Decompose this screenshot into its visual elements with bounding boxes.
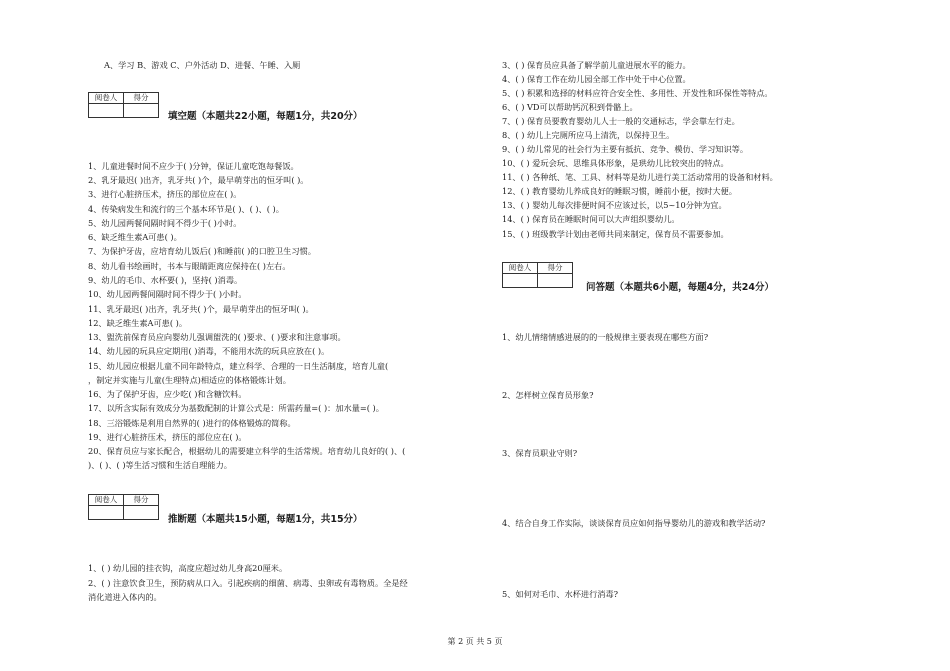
score-cell: [538, 274, 573, 288]
judge-item-3: 3、( ) 保育员应具备了解学前儿童进展水平的能力。: [502, 60, 691, 70]
fill-item-14: 14、幼儿园的玩具应定期用( )消毒，不能用水洗的玩具应放在( )。: [88, 346, 330, 356]
fill-item-18: 18、三浴锻炼是利用自然界的( )进行的体格锻炼的简称。: [88, 418, 296, 428]
qa-item-2: 2、怎样树立保育员形象?: [502, 390, 594, 400]
fill-item-19: 19、进行心脏挤压术，挤压的部位应在( )。: [88, 432, 247, 442]
score-box: [502, 262, 573, 288]
judge-item-13: 13、( ) 婴幼儿每次排便时间不应该过长，以5~10分钟为宜。: [502, 200, 727, 210]
fill-item-10: 10、幼儿园两餐间隔时间不得少于( )小时。: [88, 289, 247, 299]
fill-item-17: 17、以所含实际有效成分为基数配制的计算公式是：所需药量=( )：加水量=( )。: [88, 403, 384, 413]
qa-item-4: 4、结合自身工作实际，谈谈保育员应如何指导婴幼儿的游戏和教学活动?: [502, 518, 766, 528]
judge-item-4: 4、( ) 保育工作在幼儿园全部工作中处于中心位置。: [502, 74, 691, 84]
fill-item-13: 13、盥洗前保育员应向婴幼儿强调盥洗的( )要求、( )要求和注意事项。: [88, 332, 346, 342]
grader-cell: [503, 274, 538, 288]
judge-item-12: 12、( ) 教育婴幼儿养成良好的睡眠习惯，睡前小便，按时大便。: [502, 186, 737, 196]
fill-item-8: 8、幼儿看书绘画时，书本与眼睛距离应保持在( )左右。: [88, 261, 291, 271]
grader-label: 阅卷人: [89, 495, 124, 506]
score-label: 得分: [124, 495, 159, 506]
judge-item-8: 8、( ) 幼儿上完厕所应马上清洗，以保持卫生。: [502, 130, 675, 140]
score-box: [88, 494, 159, 520]
section-title-judge: 推断题（本题共15小题，每题1分，共15分）: [168, 514, 363, 525]
fill-item-3: 3、进行心脏挤压术，挤压的部位应在( )。: [88, 189, 242, 199]
page-number: 第 2 页 共 5 页: [447, 637, 503, 646]
fill-item-4: 4、传染病发生和流行的三个基本环节是( )、( )、( )。: [88, 204, 284, 214]
section-title-fill: 填空题（本题共22小题，每题1分，共20分）: [168, 111, 363, 122]
qa-item-5: 5、如何对毛巾、水杯进行消毒?: [502, 589, 619, 599]
score-cell: [124, 104, 159, 118]
options-line: A、学习 B、游戏 C、户外活动 D、进餐、午睡、入厕: [104, 60, 301, 70]
qa-item-1: 1、幼儿情绪情感进展的的一般规律主要表现在哪些方面?: [502, 332, 709, 342]
grader-label: 阅卷人: [89, 93, 124, 104]
grader-cell: [89, 506, 124, 520]
judge-item-7: 7、( ) 保育员要教育婴幼儿人士一般的交通标志，学会靠左行走。: [502, 116, 740, 126]
fill-item-20-cont: )、( )、( )等生活习惯和生活自理能力。: [88, 460, 232, 470]
section-title-qa: 问答题（本题共6小题，每题4分，共24分）: [586, 282, 774, 293]
judge-item-1: 1、( ) 幼儿园的挂衣钩，高度应超过幼儿身高20厘米。: [88, 563, 288, 573]
fill-item-7: 7、为保护牙齿，应培育幼儿饭后( )和睡前( )的口腔卫生习惯。: [88, 246, 316, 256]
qa-item-3: 3、保育员职业守则?: [502, 448, 578, 458]
judge-item-11: 11、( ) 各种纸、笔、工具、材料等是幼儿进行美工活动常用的设备和材料。: [502, 172, 778, 182]
judge-item-2-cont: 消化道进入体内的。: [88, 592, 162, 602]
fill-item-5: 5、幼儿园两餐间隔时间不得少于( )小时。: [88, 218, 242, 228]
grader-label: 阅卷人: [503, 263, 538, 274]
fill-item-2: 2、乳牙最迟( )出齐，乳牙共( )个，最早萌芽出的恒牙叫( )。: [88, 175, 309, 185]
fill-item-9: 9、幼儿的毛巾、水杯要( )，坚持( )消毒。: [88, 275, 243, 285]
fill-item-1: 1、儿童进餐时间不应少于( )分钟，保证儿童吃饱每餐饭。: [88, 161, 299, 171]
score-label: 得分: [124, 93, 159, 104]
fill-item-20: 20、保育员应与家长配合，根据幼儿的需要建立科学的生活常规。培育幼儿良好的( )、(: [88, 446, 406, 456]
fill-item-15: 15、幼儿园应根据儿童不同年龄特点，建立科学、合理的一日生活制度，培育儿童(: [88, 361, 389, 371]
judge-item-2: 2、( ) 注意饮食卫生，预防病从口入。引起疾病的细菌、病毒、虫卵或有毒物质。全是经: [88, 578, 408, 588]
judge-item-9: 9、( ) 幼儿常见的社会行为主要有抵抗、竞争、模仿、学习知识等。: [502, 144, 749, 154]
judge-item-6: 6、( ) VD可以帮助钙沉积到骨骼上。: [502, 102, 638, 112]
score-cell: [124, 506, 159, 520]
judge-item-5: 5、( ) 积累和选择的材料应符合安全性、多用性、开发性和环保性等特点。: [502, 88, 773, 98]
fill-item-16: 16、为了保护牙齿，应少吃( )和含糖饮料。: [88, 389, 247, 399]
grader-cell: [89, 104, 124, 118]
judge-item-10: 10、( ) 爱玩会玩、思维具体形象，是珙幼儿比较突出的特点。: [502, 158, 729, 168]
score-label: 得分: [538, 263, 573, 274]
fill-item-12: 12、缺乏维生素A可患( )。: [88, 318, 188, 328]
fill-item-15-cont: ，制定并实施与儿童(生理特点)相适应的体格锻炼计划。: [88, 375, 291, 385]
fill-item-6: 6、缺乏维生素A可患( )。: [88, 232, 182, 242]
judge-item-14: 14、( ) 保育员在睡眠时间可以大声组织婴幼儿。: [502, 214, 680, 224]
fill-item-11: 11、乳牙最迟( )出齐，乳牙共( )个，最早萌芽出的恒牙叫( )。: [88, 304, 314, 314]
judge-item-15: 15、( ) 班级教学计划由老师共同来制定，保育员不需要参加。: [502, 229, 729, 239]
score-box: [88, 92, 159, 118]
